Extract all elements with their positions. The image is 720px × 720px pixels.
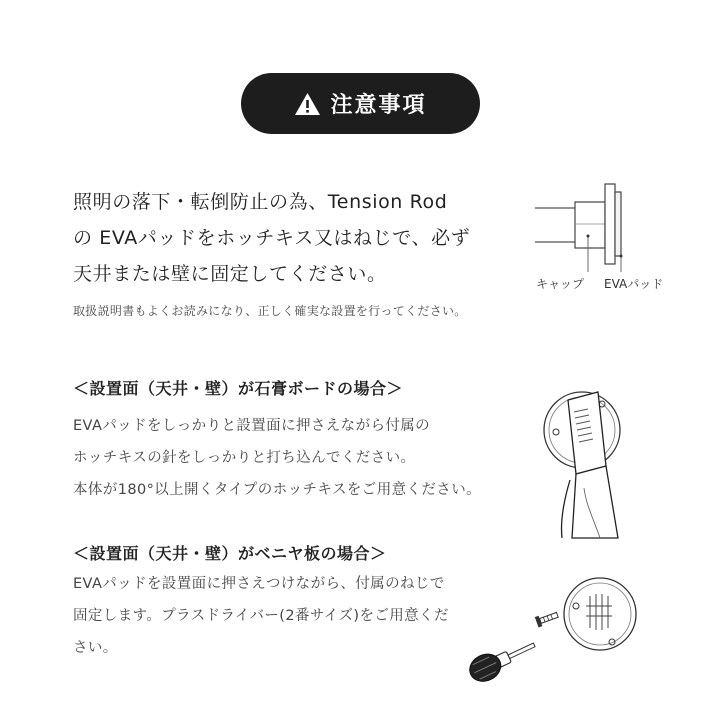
tension-rod-illustration: [530, 178, 680, 298]
plaster-board-heading: ＜設置面（天井・壁）が石膏ボードの場合＞: [73, 379, 404, 398]
veneer-board-text: [73, 568, 513, 664]
cap-label: キャップ: [536, 277, 585, 291]
warning-badge: [241, 73, 480, 134]
intro-line: 照明の落下・転倒防止の為、Tension Rod: [73, 191, 448, 213]
warning-triangle-icon: [294, 92, 321, 116]
plaster-line: 本体が180°以上開くタイプのホッチキスをご用意ください。: [73, 482, 482, 498]
badge-title: 注意事項: [330, 93, 427, 118]
intro-line: 天井または壁に固定してください。: [73, 263, 387, 285]
plaster-line: EVAパッドをしっかりと設置面に押さえながら付属の: [73, 418, 431, 434]
veneer-line: 固定します。プラスドライバー(2番サイズ)をご用意くだ: [73, 608, 449, 624]
veneer-line: EVAパッドを設置面に押さえつけながら、付属のねじで: [73, 576, 445, 592]
stapler-illustration: [540, 370, 625, 540]
eva-pad-label: EVAパッド: [604, 277, 664, 291]
veneer-line: さい。: [73, 640, 118, 656]
plaster-line: ホッチキスの針をしっかりと打ち込んでください。: [73, 450, 416, 466]
intro-line: の EVAパッドをホッチキス又はねじで、必ず: [73, 227, 471, 249]
plaster-board-text: [73, 410, 513, 506]
veneer-board-heading: ＜設置面（天井・壁）がベニヤ板の場合＞: [73, 544, 387, 563]
screwdriver-illustration: [462, 566, 640, 696]
intro-text: [73, 184, 518, 292]
intro-note: 取扱説明書もよくお読みになり、正しく確実な設置を行ってください。: [73, 304, 467, 318]
